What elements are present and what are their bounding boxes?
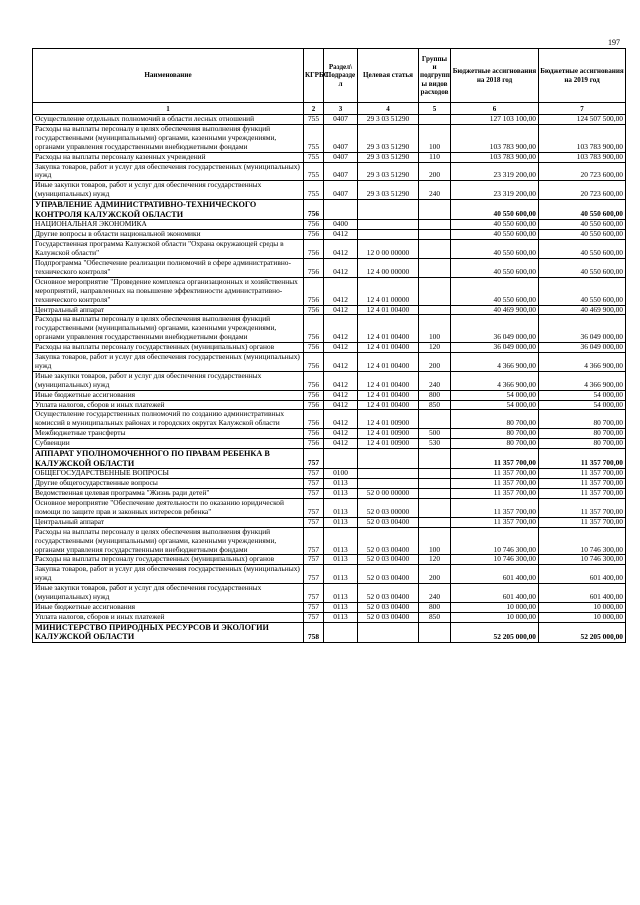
row-amount-2018: 40 550 600,00 — [451, 258, 539, 277]
row-ktrbs: 757 — [304, 499, 324, 518]
row-amount-2019: 601 400,00 — [539, 565, 626, 584]
row-article — [358, 230, 419, 240]
row-section: 0407 — [324, 181, 358, 200]
row-section: 0412 — [324, 410, 358, 429]
row-group: 100 — [419, 527, 451, 555]
row-amount-2019: 103 783 900,00 — [539, 152, 626, 162]
row-section: 0113 — [324, 489, 358, 499]
header-2018: Бюджетные ассигнования на 2018 год — [451, 49, 539, 103]
row-article — [358, 479, 419, 489]
row-section: 0407 — [324, 115, 358, 125]
row-group: 240 — [419, 371, 451, 390]
row-amount-2019: 11 357 700,00 — [539, 517, 626, 527]
row-amount-2019: 52 205 000,00 — [539, 622, 626, 642]
row-name: Иные закупки товаров, работ и услуг для обеспечения государственных (муниципальных) нужд — [33, 584, 304, 603]
row-group: 800 — [419, 390, 451, 400]
row-amount-2019: 40 550 600,00 — [539, 240, 626, 259]
header-ktrbs: КГРБС — [304, 49, 324, 103]
column-number: 3 — [324, 103, 358, 115]
table-row — [33, 115, 626, 125]
row-group: 240 — [419, 181, 451, 200]
column-number: 6 — [451, 103, 539, 115]
table-row — [33, 527, 626, 555]
row-amount-2018: 601 400,00 — [451, 584, 539, 603]
row-article: 52 0 03 00400 — [358, 527, 419, 555]
row-name: Основное мероприятие "Обеспечение деятельности по оказанию юридической помощи по защите прав и законных интересов ребенка" — [33, 499, 304, 518]
row-amount-2019: 4 366 900,00 — [539, 353, 626, 372]
row-section: 0113 — [324, 499, 358, 518]
row-amount-2019: 11 357 700,00 — [539, 449, 626, 469]
row-ktrbs: 756 — [304, 200, 324, 220]
row-ktrbs: 757 — [304, 584, 324, 603]
row-name: МИНИСТЕРСТВО ПРИРОДНЫХ РЕСУРСОВ И ЭКОЛОГИИ КАЛУЖСКОЙ ОБЛАСТИ — [33, 622, 304, 642]
row-article: 29 3 03 51290 — [358, 162, 419, 181]
row-section: 0113 — [324, 517, 358, 527]
row-article: 12 4 01 00900 — [358, 429, 419, 439]
row-name: НАЦИОНАЛЬНАЯ ЭКОНОМИКА — [33, 220, 304, 230]
row-amount-2018: 11 357 700,00 — [451, 469, 539, 479]
row-amount-2019: 80 700,00 — [539, 410, 626, 429]
row-amount-2019: 40 550 600,00 — [539, 258, 626, 277]
row-section: 0412 — [324, 371, 358, 390]
row-ktrbs: 756 — [304, 343, 324, 353]
row-ktrbs: 756 — [304, 371, 324, 390]
table-row — [33, 240, 626, 259]
row-article: 12 4 01 00900 — [358, 410, 419, 429]
row-ktrbs: 756 — [304, 315, 324, 343]
row-amount-2019: 11 357 700,00 — [539, 469, 626, 479]
row-group — [419, 230, 451, 240]
row-amount-2018: 11 357 700,00 — [451, 449, 539, 469]
row-amount-2019: 10 746 300,00 — [539, 527, 626, 555]
row-amount-2018: 80 700,00 — [451, 429, 539, 439]
row-group: 110 — [419, 152, 451, 162]
table-row — [33, 390, 626, 400]
row-article: 52 0 03 00400 — [358, 612, 419, 622]
row-group: 200 — [419, 353, 451, 372]
row-group — [419, 115, 451, 125]
row-article: 52 0 03 00400 — [358, 602, 419, 612]
header-group: Группы и подгрупп ы видов расходов — [419, 49, 451, 103]
row-name: Расходы на выплаты персоналу государственных (муниципальных) органов — [33, 343, 304, 353]
header-section: Раздел\ Подразде л — [324, 49, 358, 103]
column-number: 7 — [539, 103, 626, 115]
row-group: 200 — [419, 565, 451, 584]
row-name: ОБЩЕГОСУДАРСТВЕННЫЕ ВОПРОСЫ — [33, 469, 304, 479]
row-section: 0412 — [324, 277, 358, 305]
row-group — [419, 277, 451, 305]
row-section: 0400 — [324, 220, 358, 230]
row-amount-2019: 20 723 600,00 — [539, 162, 626, 181]
row-name: Расходы на выплаты персоналу казенных учреждений — [33, 152, 304, 162]
table-row — [33, 517, 626, 527]
table-row — [33, 220, 626, 230]
row-group: 850 — [419, 400, 451, 410]
row-section: 0412 — [324, 353, 358, 372]
table-row — [33, 258, 626, 277]
row-article — [358, 220, 419, 230]
table-row — [33, 489, 626, 499]
row-name: Подпрограмма "Обеспечение реализации полномочий в сфере административно-технического контроля" — [33, 258, 304, 277]
row-section: 0407 — [324, 124, 358, 152]
row-article: 52 0 03 00400 — [358, 584, 419, 603]
row-article: 12 0 00 00000 — [358, 240, 419, 259]
row-ktrbs: 757 — [304, 479, 324, 489]
row-ktrbs: 757 — [304, 517, 324, 527]
table-header-row — [33, 49, 626, 103]
table-row — [33, 555, 626, 565]
row-article: 12 4 01 00400 — [358, 371, 419, 390]
row-name: Государственная программа Калужской области "Охрана окружающей среды в Калужской области" — [33, 240, 304, 259]
row-section — [324, 200, 358, 220]
row-name: Центральный аппарат — [33, 305, 304, 315]
row-amount-2019: 80 700,00 — [539, 429, 626, 439]
row-section: 0412 — [324, 315, 358, 343]
row-article — [358, 449, 419, 469]
row-group — [419, 479, 451, 489]
row-group: 100 — [419, 315, 451, 343]
row-ktrbs: 756 — [304, 410, 324, 429]
table-row — [33, 429, 626, 439]
row-amount-2018: 10 000,00 — [451, 602, 539, 612]
row-amount-2018: 11 357 700,00 — [451, 479, 539, 489]
row-ktrbs: 757 — [304, 449, 324, 469]
row-amount-2018: 4 366 900,00 — [451, 353, 539, 372]
row-amount-2019: 40 550 600,00 — [539, 277, 626, 305]
row-amount-2019: 36 049 000,00 — [539, 315, 626, 343]
table-row — [33, 584, 626, 603]
header-article: Целевая статья — [358, 49, 419, 103]
row-ktrbs: 756 — [304, 258, 324, 277]
page-number: 197 — [608, 38, 620, 47]
budget-table — [32, 48, 626, 643]
row-article: 52 0 03 00400 — [358, 555, 419, 565]
row-group — [419, 240, 451, 259]
row-amount-2018: 54 000,00 — [451, 400, 539, 410]
row-name: Уплата налогов, сборов и иных платежей — [33, 612, 304, 622]
row-group — [419, 489, 451, 499]
row-section: 0412 — [324, 305, 358, 315]
row-section: 0407 — [324, 152, 358, 162]
row-name: Ведомственная целевая программа "Жизнь ради детей" — [33, 489, 304, 499]
row-name: Расходы на выплаты персоналу в целях обеспечения выполнения функций государственными (муниципальными) органами, казенными учреждениями, органами управления государственными внебюджетными фондами — [33, 527, 304, 555]
row-ktrbs: 756 — [304, 353, 324, 372]
row-group: 100 — [419, 124, 451, 152]
table-row — [33, 277, 626, 305]
column-number: 4 — [358, 103, 419, 115]
row-amount-2019: 40 469 900,00 — [539, 305, 626, 315]
row-amount-2018: 40 550 600,00 — [451, 240, 539, 259]
row-amount-2019: 103 783 900,00 — [539, 124, 626, 152]
table-row — [33, 612, 626, 622]
table-row — [33, 371, 626, 390]
row-article: 12 4 00 00000 — [358, 258, 419, 277]
row-section: 0113 — [324, 612, 358, 622]
row-section: 0113 — [324, 479, 358, 489]
table-row — [33, 602, 626, 612]
row-group: 120 — [419, 555, 451, 565]
row-amount-2018: 40 550 600,00 — [451, 230, 539, 240]
row-name: Закупка товаров, работ и услуг для обеспечения государственных (муниципальных) нужд — [33, 353, 304, 372]
row-amount-2018: 36 049 000,00 — [451, 343, 539, 353]
row-article: 12 4 01 00000 — [358, 277, 419, 305]
row-group: 240 — [419, 584, 451, 603]
row-ktrbs: 758 — [304, 622, 324, 642]
row-article: 12 4 01 00400 — [358, 343, 419, 353]
row-section: 0113 — [324, 527, 358, 555]
row-amount-2018: 10 000,00 — [451, 612, 539, 622]
table-row — [33, 499, 626, 518]
row-group — [419, 220, 451, 230]
row-ktrbs: 755 — [304, 124, 324, 152]
row-amount-2019: 54 000,00 — [539, 400, 626, 410]
row-article: 29 3 03 51290 — [358, 181, 419, 200]
column-number: 1 — [33, 103, 304, 115]
row-amount-2018: 80 700,00 — [451, 439, 539, 449]
row-amount-2018: 103 783 900,00 — [451, 152, 539, 162]
row-section: 0407 — [324, 162, 358, 181]
row-article: 29 3 03 51290 — [358, 124, 419, 152]
row-amount-2019: 4 366 900,00 — [539, 371, 626, 390]
row-amount-2018: 4 366 900,00 — [451, 371, 539, 390]
row-amount-2018: 23 319 200,00 — [451, 162, 539, 181]
column-number-row — [33, 103, 626, 115]
row-group — [419, 499, 451, 518]
row-group: 120 — [419, 343, 451, 353]
row-amount-2018: 11 357 700,00 — [451, 517, 539, 527]
row-amount-2019: 11 357 700,00 — [539, 489, 626, 499]
row-ktrbs: 756 — [304, 390, 324, 400]
row-name: Центральный аппарат — [33, 517, 304, 527]
row-group — [419, 622, 451, 642]
row-section: 0412 — [324, 400, 358, 410]
row-name: Закупка товаров, работ и услуг для обеспечения государственных (муниципальных) нужд — [33, 565, 304, 584]
row-article: 52 0 00 00000 — [358, 489, 419, 499]
row-name: Другие вопросы в области национальной экономики — [33, 230, 304, 240]
row-amount-2018: 40 469 900,00 — [451, 305, 539, 315]
column-number: 5 — [419, 103, 451, 115]
row-amount-2019: 40 550 600,00 — [539, 230, 626, 240]
row-group: 530 — [419, 439, 451, 449]
row-amount-2018: 40 550 600,00 — [451, 277, 539, 305]
table-row-department — [33, 622, 626, 642]
row-ktrbs: 756 — [304, 305, 324, 315]
row-group — [419, 517, 451, 527]
row-article: 12 4 01 00400 — [358, 315, 419, 343]
column-number: 2 — [304, 103, 324, 115]
row-group — [419, 449, 451, 469]
row-section: 0100 — [324, 469, 358, 479]
table-row — [33, 315, 626, 343]
row-section — [324, 622, 358, 642]
row-section: 0412 — [324, 439, 358, 449]
table-row-department — [33, 449, 626, 469]
row-group: 200 — [419, 162, 451, 181]
row-amount-2019: 124 507 500,00 — [539, 115, 626, 125]
row-amount-2018: 40 550 600,00 — [451, 220, 539, 230]
header-2019: Бюджетные ассигнования на 2019 год — [539, 49, 626, 103]
row-article: 52 0 03 00400 — [358, 565, 419, 584]
row-name: Межбюджетные трансферты — [33, 429, 304, 439]
table-row — [33, 181, 626, 200]
row-section: 0113 — [324, 555, 358, 565]
header-name: Наименование — [33, 49, 304, 103]
row-name: Иные бюджетные ассигнования — [33, 602, 304, 612]
row-name: Иные закупки товаров, работ и услуг для обеспечения государственных (муниципальных) нужд — [33, 181, 304, 200]
row-ktrbs: 756 — [304, 277, 324, 305]
row-ktrbs: 756 — [304, 429, 324, 439]
row-name: Основное мероприятие "Проведение комплекса организационных и хозяйственных мероприятий, направленных на повышение эффективности административно-технического контроля" — [33, 277, 304, 305]
row-group: 850 — [419, 612, 451, 622]
row-section — [324, 449, 358, 469]
table-row-department — [33, 200, 626, 220]
row-group: 500 — [419, 429, 451, 439]
row-ktrbs: 757 — [304, 469, 324, 479]
row-section: 0412 — [324, 343, 358, 353]
row-section: 0412 — [324, 390, 358, 400]
row-section: 0412 — [324, 429, 358, 439]
row-amount-2018: 23 319 200,00 — [451, 181, 539, 200]
row-group — [419, 200, 451, 220]
row-article: 12 4 01 00400 — [358, 353, 419, 372]
row-section: 0113 — [324, 602, 358, 612]
row-amount-2018: 103 783 900,00 — [451, 124, 539, 152]
row-name: Расходы на выплаты персоналу государственных (муниципальных) органов — [33, 555, 304, 565]
row-ktrbs: 757 — [304, 565, 324, 584]
row-article: 52 0 03 00000 — [358, 499, 419, 518]
row-article — [358, 622, 419, 642]
row-amount-2019: 40 550 600,00 — [539, 220, 626, 230]
row-article — [358, 469, 419, 479]
row-ktrbs: 757 — [304, 489, 324, 499]
row-ktrbs: 757 — [304, 602, 324, 612]
row-name: Осуществление государственных полномочий по созданию административных комиссий в муниципальных районах и городских округах Калужской области — [33, 410, 304, 429]
row-amount-2018: 11 357 700,00 — [451, 489, 539, 499]
row-amount-2019: 80 700,00 — [539, 439, 626, 449]
table-row — [33, 230, 626, 240]
row-article: 29 3 03 51290 — [358, 115, 419, 125]
row-article — [358, 200, 419, 220]
row-section: 0412 — [324, 240, 358, 259]
row-section: 0412 — [324, 230, 358, 240]
row-group: 800 — [419, 602, 451, 612]
row-amount-2018: 10 746 300,00 — [451, 555, 539, 565]
row-group — [419, 305, 451, 315]
row-amount-2019: 10 000,00 — [539, 612, 626, 622]
row-name: Иные бюджетные ассигнования — [33, 390, 304, 400]
table-row — [33, 353, 626, 372]
row-amount-2019: 40 550 600,00 — [539, 200, 626, 220]
row-group — [419, 410, 451, 429]
row-ktrbs: 755 — [304, 162, 324, 181]
row-ktrbs: 755 — [304, 115, 324, 125]
row-ktrbs: 756 — [304, 240, 324, 259]
row-name: Субвенции — [33, 439, 304, 449]
row-amount-2018: 127 103 100,00 — [451, 115, 539, 125]
row-ktrbs: 756 — [304, 400, 324, 410]
table-row — [33, 479, 626, 489]
row-amount-2019: 10 000,00 — [539, 602, 626, 612]
row-ktrbs: 757 — [304, 527, 324, 555]
row-group — [419, 258, 451, 277]
row-amount-2019: 10 746 300,00 — [539, 555, 626, 565]
row-article: 12 4 01 00900 — [358, 439, 419, 449]
row-amount-2019: 20 723 600,00 — [539, 181, 626, 200]
row-amount-2018: 10 746 300,00 — [451, 527, 539, 555]
table-row — [33, 400, 626, 410]
table-row — [33, 565, 626, 584]
row-section: 0412 — [324, 258, 358, 277]
row-name: Другие общегосударственные вопросы — [33, 479, 304, 489]
row-name: АППАРАТ УПОЛНОМОЧЕННОГО ПО ПРАВАМ РЕБЕНКА В КАЛУЖСКОЙ ОБЛАСТИ — [33, 449, 304, 469]
row-amount-2019: 11 357 700,00 — [539, 499, 626, 518]
row-section: 0113 — [324, 565, 358, 584]
row-ktrbs: 756 — [304, 439, 324, 449]
row-ktrbs: 756 — [304, 220, 324, 230]
row-name: Расходы на выплаты персоналу в целях обеспечения выполнения функций государственными (муниципальными) органами, казенными учреждениями, органами управления государственными внебюджетными фондами — [33, 315, 304, 343]
row-name: Закупка товаров, работ и услуг для обеспечения государственных (муниципальных) нужд — [33, 162, 304, 181]
row-amount-2018: 52 205 000,00 — [451, 622, 539, 642]
row-amount-2018: 11 357 700,00 — [451, 499, 539, 518]
row-amount-2018: 54 000,00 — [451, 390, 539, 400]
row-section: 0113 — [324, 584, 358, 603]
table-row — [33, 162, 626, 181]
row-article: 12 4 01 00400 — [358, 390, 419, 400]
row-article: 52 0 03 00400 — [358, 517, 419, 527]
row-article: 12 4 01 00400 — [358, 400, 419, 410]
row-ktrbs: 757 — [304, 555, 324, 565]
row-name: Расходы на выплаты персоналу в целях обеспечения выполнения функций государственными (муниципальными) органами, казенными учреждениями, органами управления государственными внебюджетными фондами — [33, 124, 304, 152]
row-amount-2019: 11 357 700,00 — [539, 479, 626, 489]
row-name: Иные закупки товаров, работ и услуг для обеспечения государственных (муниципальных) нужд — [33, 371, 304, 390]
row-name: УПРАВЛЕНИЕ АДМИНИСТРАТИВНО-ТЕХНИЧЕСКОГО КОНТРОЛЯ КАЛУЖСКОЙ ОБЛАСТИ — [33, 200, 304, 220]
row-ktrbs: 756 — [304, 230, 324, 240]
table-row — [33, 410, 626, 429]
table-row — [33, 343, 626, 353]
row-name: Уплата налогов, сборов и иных платежей — [33, 400, 304, 410]
row-article: 12 4 01 00400 — [358, 305, 419, 315]
table-row — [33, 439, 626, 449]
table-body — [33, 115, 626, 643]
row-name: Осуществление отдельных полномочий в области лесных отношений — [33, 115, 304, 125]
row-ktrbs: 755 — [304, 152, 324, 162]
row-amount-2018: 36 049 000,00 — [451, 315, 539, 343]
row-ktrbs: 755 — [304, 181, 324, 200]
row-article: 29 3 03 51290 — [358, 152, 419, 162]
row-amount-2019: 36 049 000,00 — [539, 343, 626, 353]
row-ktrbs: 757 — [304, 612, 324, 622]
row-amount-2019: 54 000,00 — [539, 390, 626, 400]
row-amount-2018: 40 550 600,00 — [451, 200, 539, 220]
row-amount-2018: 80 700,00 — [451, 410, 539, 429]
table-row — [33, 124, 626, 152]
table-row — [33, 305, 626, 315]
row-amount-2018: 601 400,00 — [451, 565, 539, 584]
table-row — [33, 469, 626, 479]
row-group — [419, 469, 451, 479]
table-row — [33, 152, 626, 162]
row-amount-2019: 601 400,00 — [539, 584, 626, 603]
